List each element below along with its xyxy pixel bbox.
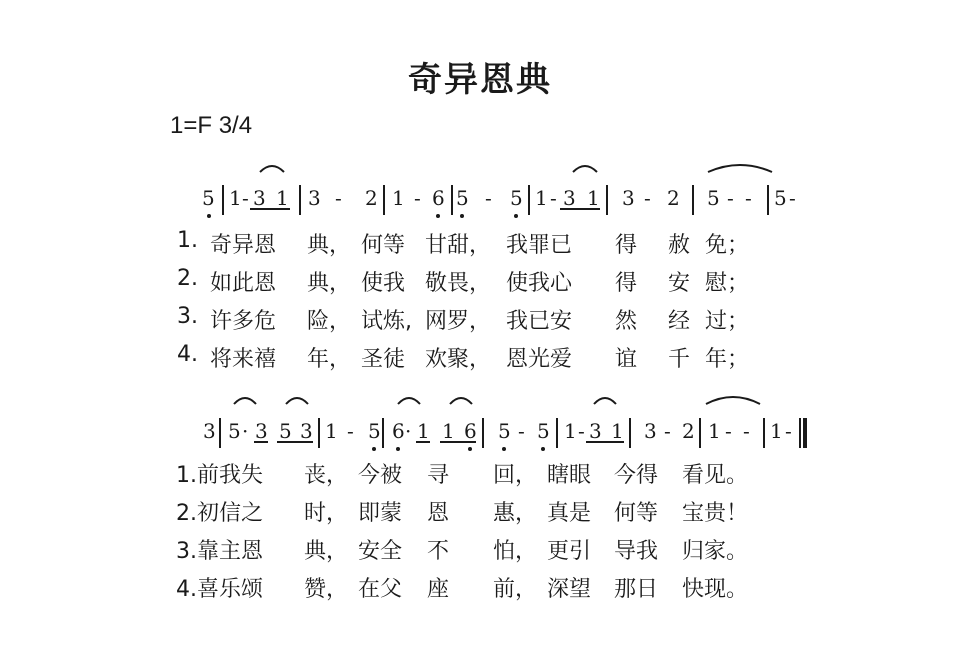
note: 5 xyxy=(537,419,550,443)
slur xyxy=(398,398,420,404)
note: - xyxy=(745,186,752,210)
note: 6 xyxy=(464,419,477,443)
lyric: 1.前我失 xyxy=(176,463,263,488)
note: 2 xyxy=(365,186,378,210)
lyric: 今得 xyxy=(614,463,659,488)
verse-number: 1. xyxy=(177,228,198,253)
lyric: 恩光爱 xyxy=(506,347,573,372)
slur xyxy=(706,397,760,404)
verse-4-line-2 xyxy=(0,572,960,602)
verse-2-line-2 xyxy=(0,496,960,526)
verse-4-line-1 xyxy=(0,342,960,372)
note: 1 xyxy=(442,419,455,443)
lyric: 年， xyxy=(307,347,352,372)
note: 3 xyxy=(308,186,321,210)
note: - xyxy=(242,186,249,210)
lyric: 欢聚， xyxy=(425,347,492,372)
lyric: 回， xyxy=(493,463,538,488)
note: · xyxy=(242,419,249,443)
lyric: 何等 xyxy=(361,233,406,258)
lyric: 试炼, xyxy=(361,309,412,334)
verse-3-line-2 xyxy=(0,534,960,564)
note: 1 xyxy=(611,419,624,443)
note: - xyxy=(578,419,585,443)
verse-number: 4. xyxy=(177,342,198,367)
lyric: 导我 xyxy=(614,539,659,564)
lyric: 得 xyxy=(615,233,638,258)
lyric: 网罗， xyxy=(425,309,492,334)
slur xyxy=(450,398,472,404)
verse-1-line-2 xyxy=(0,458,960,488)
lyric: 险， xyxy=(307,309,352,334)
lyric: 座 xyxy=(427,577,450,602)
notes-row-system-2 xyxy=(0,419,960,459)
note: 1 xyxy=(564,419,577,443)
lyric: 使我心 xyxy=(506,271,573,296)
slur xyxy=(594,398,616,404)
lyric: 归家。 xyxy=(682,539,749,564)
note: 3 xyxy=(644,419,657,443)
note: 3 xyxy=(203,419,216,443)
note: 2 xyxy=(682,419,695,443)
verse-number: 3. xyxy=(177,304,198,329)
note: - xyxy=(644,186,651,210)
note: 1 xyxy=(276,186,289,210)
lyric: 赦 xyxy=(668,233,691,258)
note: 6 xyxy=(432,186,445,210)
note: 3 xyxy=(253,186,266,210)
lyric: 然 xyxy=(615,309,638,334)
lyric: 时， xyxy=(304,501,349,526)
note: - xyxy=(414,186,421,210)
note: · xyxy=(405,419,412,443)
lyric: 在父 xyxy=(358,577,403,602)
note: 5 xyxy=(202,186,215,210)
note: 1 xyxy=(587,186,600,210)
note: - xyxy=(743,419,750,443)
lyric: 更引 xyxy=(547,539,592,564)
lyric: 奇异恩 xyxy=(210,233,277,258)
lyric: 典， xyxy=(307,271,352,296)
note: 3 xyxy=(622,186,635,210)
lyric: 赞， xyxy=(304,577,349,602)
verse-number: 2. xyxy=(177,266,198,291)
note: - xyxy=(664,419,671,443)
note: 5 xyxy=(368,419,381,443)
lyric: 过； xyxy=(705,309,750,334)
lyric: 安 xyxy=(668,271,691,296)
note: 1 xyxy=(392,186,405,210)
note: 1 xyxy=(325,419,338,443)
notes-row-system-1 xyxy=(0,186,960,226)
note: 6 xyxy=(392,419,405,443)
note: 1 xyxy=(535,186,548,210)
lyric: 4.喜乐颂 xyxy=(176,577,263,602)
note: - xyxy=(785,419,792,443)
lyric: 安全 xyxy=(358,539,403,564)
lyric: 许多危 xyxy=(210,309,277,334)
note: 5 xyxy=(510,186,523,210)
note: 2 xyxy=(667,186,680,210)
lyric: 丧， xyxy=(304,463,349,488)
note: - xyxy=(725,419,732,443)
note: 5 xyxy=(707,186,720,210)
lyric: 慰； xyxy=(705,271,750,296)
lyric: 不 xyxy=(427,539,450,564)
note: - xyxy=(485,186,492,210)
note: 3 xyxy=(589,419,602,443)
slur xyxy=(708,165,772,172)
lyric: 恩 xyxy=(427,501,450,526)
lyric: 年； xyxy=(705,347,750,372)
note: - xyxy=(727,186,734,210)
lyric: 那日 xyxy=(614,577,659,602)
note: - xyxy=(347,419,354,443)
note: - xyxy=(335,186,342,210)
lyric: 3.靠主恩 xyxy=(176,539,263,564)
song-title: 奇异恩典 xyxy=(408,60,552,100)
note: - xyxy=(789,186,796,210)
note: 5 xyxy=(774,186,787,210)
lyric: 千 xyxy=(668,347,691,372)
lyric: 深望 xyxy=(547,577,592,602)
note: 5 xyxy=(279,419,292,443)
lyric: 得 xyxy=(615,271,638,296)
lyric: 何等 xyxy=(614,501,659,526)
key-signature: 1=F 3/4 xyxy=(170,112,253,139)
slur xyxy=(573,166,597,172)
verse-1-line-1 xyxy=(0,228,960,258)
note: 1 xyxy=(417,419,430,443)
lyric: 使我 xyxy=(361,271,406,296)
lyric: 即蒙 xyxy=(358,501,403,526)
slur xyxy=(234,398,256,404)
lyric: 圣徒 xyxy=(361,347,406,372)
verse-2-line-1 xyxy=(0,266,960,296)
note: - xyxy=(518,419,525,443)
lyric: 瞎眼 xyxy=(547,463,592,488)
lyric: 快现。 xyxy=(682,577,749,602)
verse-3-line-1 xyxy=(0,304,960,334)
lyric: 免； xyxy=(705,233,750,258)
note: 5 xyxy=(456,186,469,210)
note: 1 xyxy=(770,419,783,443)
slur xyxy=(260,166,284,172)
lyric: 寻 xyxy=(427,463,450,488)
lyric: 今被 xyxy=(358,463,403,488)
note: 1 xyxy=(229,186,242,210)
lyric: 敬畏， xyxy=(425,271,492,296)
lyric: 经 xyxy=(668,309,691,334)
note: 3 xyxy=(300,419,313,443)
slur xyxy=(286,398,308,404)
note: 5 xyxy=(498,419,511,443)
lyric: 将来禧 xyxy=(210,347,277,372)
note: 5 xyxy=(228,419,241,443)
lyric: 怕， xyxy=(493,539,538,564)
lyric: 我已安 xyxy=(506,309,573,334)
lyric: 看见。 xyxy=(682,463,749,488)
lyric: 如此恩 xyxy=(210,271,277,296)
lyric: 宝贵！ xyxy=(682,501,749,526)
lyric: 惠， xyxy=(493,501,538,526)
note: 3 xyxy=(563,186,576,210)
lyric: 谊 xyxy=(615,347,638,372)
note: 1 xyxy=(708,419,721,443)
lyric: 前， xyxy=(493,577,538,602)
lyric: 我罪已 xyxy=(506,233,573,258)
lyric: 2.初信之 xyxy=(176,501,263,526)
note: 3 xyxy=(255,419,268,443)
lyric: 真是 xyxy=(547,501,592,526)
lyric: 甘甜， xyxy=(425,233,492,258)
lyric: 典， xyxy=(307,233,352,258)
lyric: 典， xyxy=(304,539,349,564)
note: - xyxy=(550,186,557,210)
